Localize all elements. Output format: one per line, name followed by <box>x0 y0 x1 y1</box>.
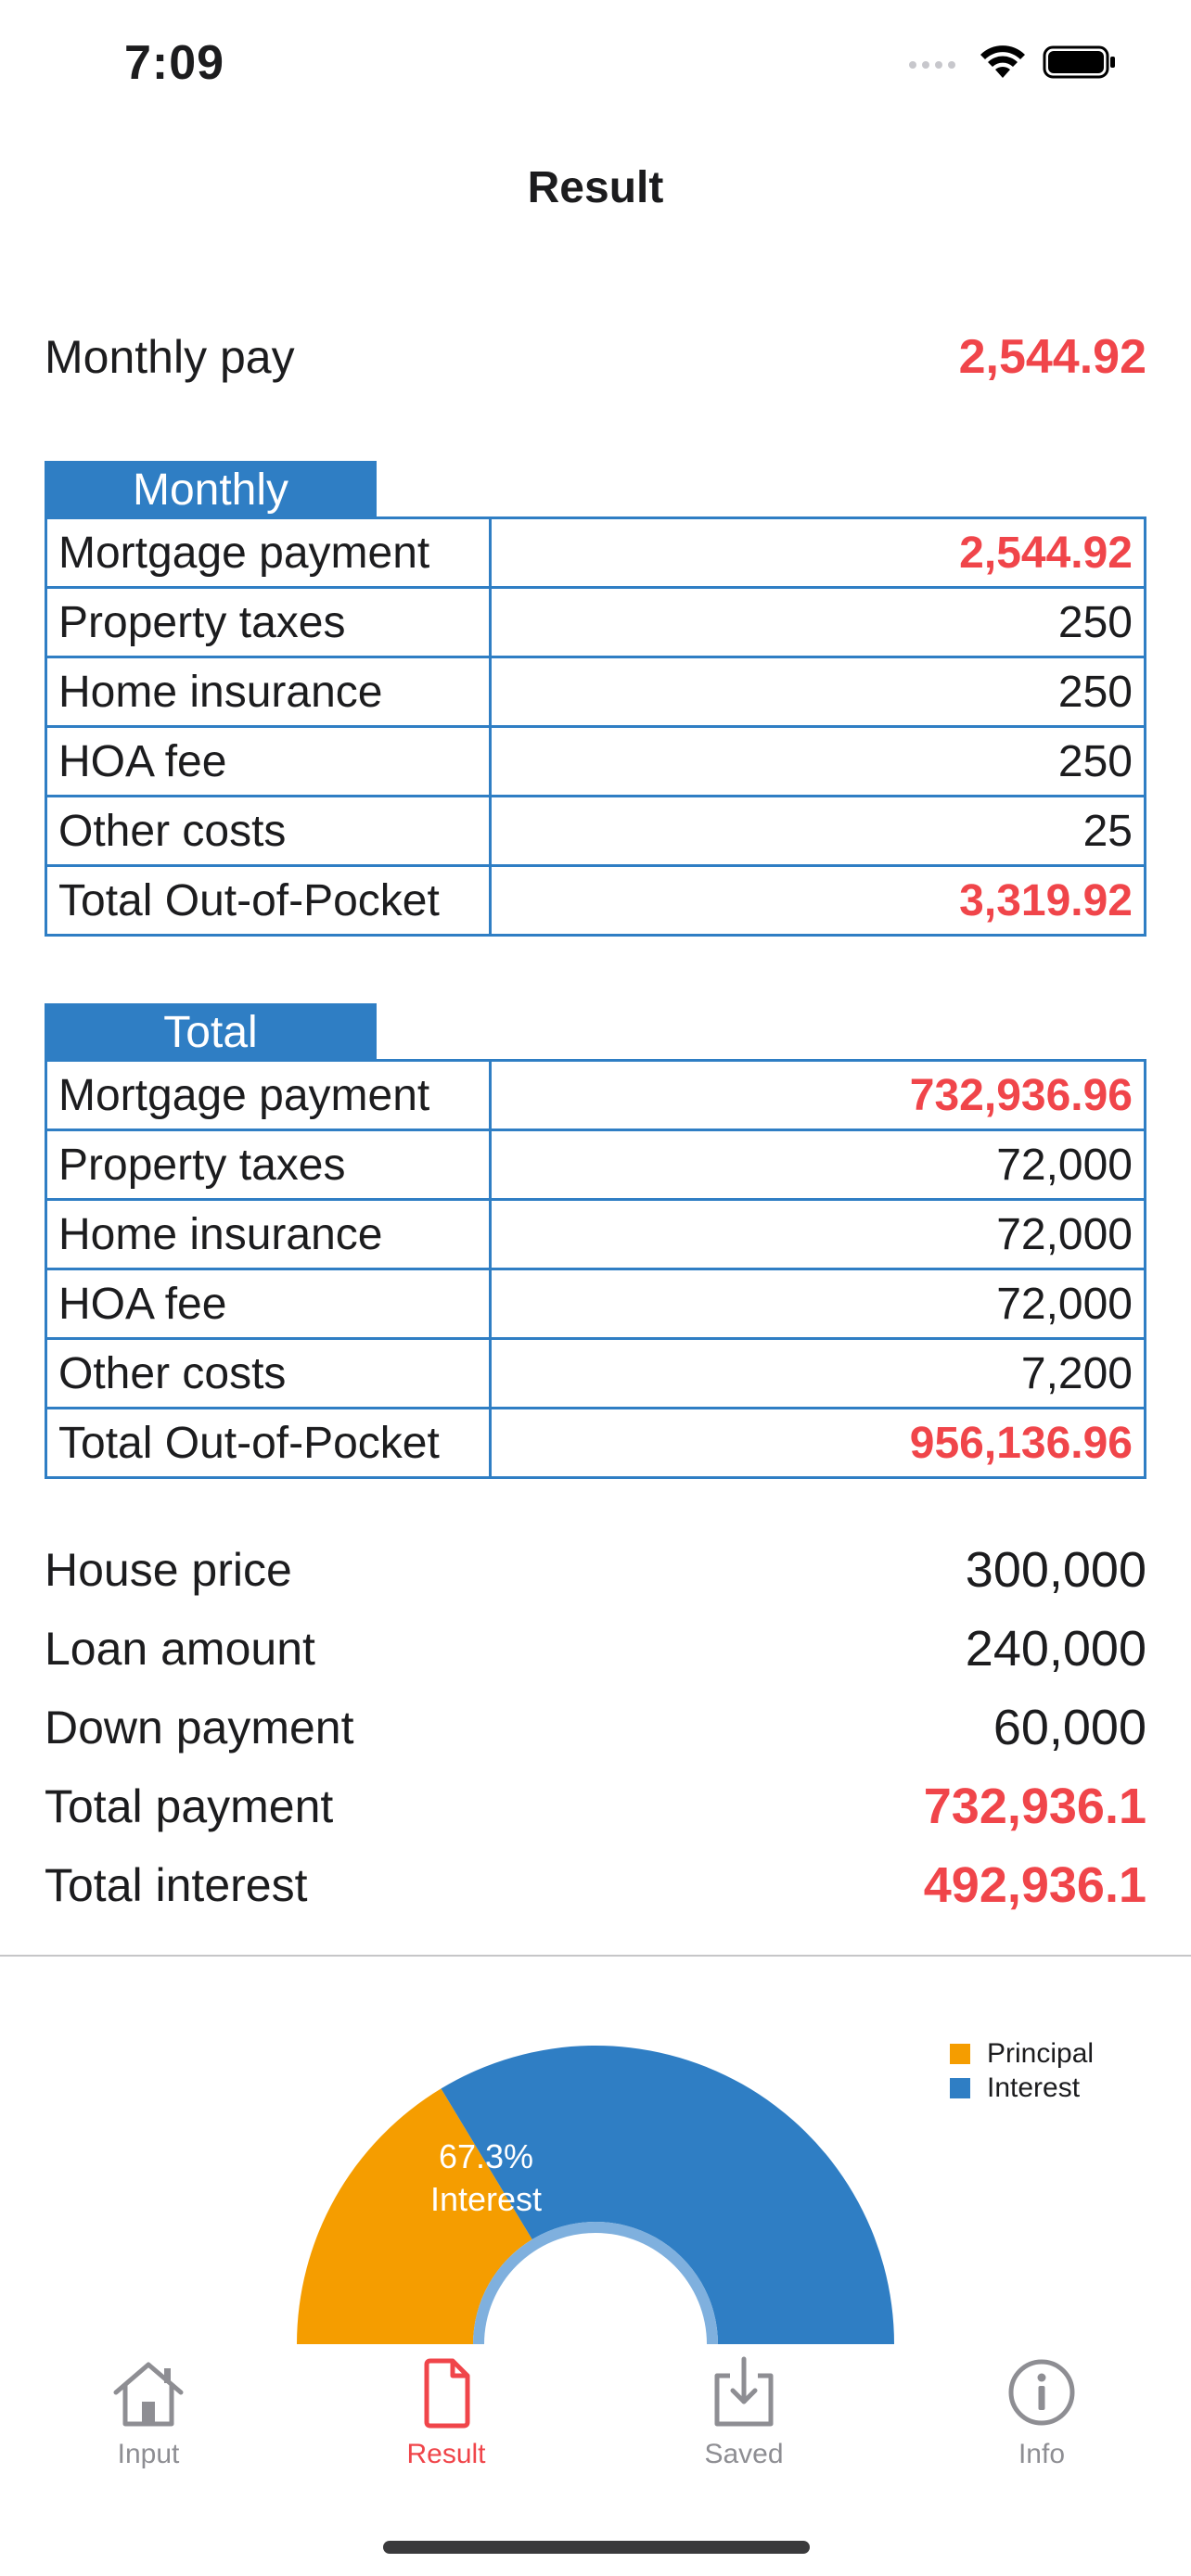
monthly-table-section <box>45 461 1146 937</box>
status-time: 7:09 <box>124 36 225 90</box>
legend-item-principal <box>950 2036 1094 2071</box>
total-other-costs-label: Other costs <box>46 1339 491 1409</box>
page-title: Result <box>527 163 664 212</box>
list-item <box>45 1845 1146 1924</box>
total-property-taxes-label: Property taxes <box>46 1130 491 1200</box>
summary-list <box>45 1530 1146 1924</box>
table-row <box>46 1061 1146 1130</box>
tab-input[interactable] <box>56 2355 241 2470</box>
house-icon <box>107 2355 190 2429</box>
total-other-costs-value: 7,200 <box>491 1339 1146 1409</box>
loan-amount-label: Loan amount <box>45 1622 315 1675</box>
monthly-other-costs-value: 25 <box>491 797 1146 866</box>
legend-label-interest: Interest <box>987 2072 1081 2103</box>
table-row <box>46 1409 1146 1478</box>
chart-legend <box>950 2036 1094 2105</box>
document-icon <box>404 2355 488 2429</box>
chart-slice-name-label: Interest <box>429 2180 543 2218</box>
monthly-property-taxes-label: Property taxes <box>46 588 491 657</box>
info-circle-icon <box>1000 2355 1083 2429</box>
monthly-mortgage-value: 2,544.92 <box>491 518 1146 588</box>
down-payment-value: 60,000 <box>992 1699 1146 1755</box>
table-row <box>46 866 1146 936</box>
monthly-mortgage-label: Mortgage payment <box>46 518 491 588</box>
total-table <box>45 1059 1146 1479</box>
monthly-pay-label: Monthly pay <box>45 331 295 383</box>
total-mortgage-label: Mortgage payment <box>46 1061 491 1130</box>
monthly-property-taxes-value: 250 <box>491 588 1146 657</box>
list-item <box>45 1766 1146 1845</box>
total-table-section <box>45 1003 1146 1479</box>
list-item <box>45 1609 1146 1688</box>
list-item <box>45 1688 1146 1766</box>
status-icons <box>907 45 1117 80</box>
tab-result[interactable] <box>353 2355 539 2470</box>
total-payment-value: 732,936.1 <box>923 1778 1146 1834</box>
wifi-icon <box>980 45 1026 80</box>
chart-area <box>0 1957 1191 2346</box>
tab-info-label: Info <box>1018 2439 1066 2469</box>
total-out-of-pocket-value: 956,136.96 <box>491 1409 1146 1478</box>
monthly-total-label: Total Out-of-Pocket <box>46 866 491 936</box>
total-hoa-fee-label: HOA fee <box>46 1269 491 1339</box>
monthly-table-title: Monthly <box>45 461 377 516</box>
chart-slice-percent-label: 67.3% <box>438 2137 534 2175</box>
table-row <box>46 1339 1146 1409</box>
half-donut-chart <box>0 1957 1191 2346</box>
monthly-pay-row <box>45 325 1146 389</box>
monthly-total-value: 3,319.92 <box>491 866 1146 936</box>
house-price-value: 300,000 <box>965 1541 1146 1598</box>
monthly-hoa-fee-value: 250 <box>491 727 1146 797</box>
tab-result-label: Result <box>406 2439 486 2469</box>
total-interest-value: 492,936.1 <box>923 1856 1146 1913</box>
monthly-home-insurance-value: 250 <box>491 657 1146 727</box>
total-mortgage-value: 732,936.96 <box>491 1061 1146 1130</box>
table-row <box>46 1200 1146 1269</box>
legend-label-principal: Principal <box>987 2037 1095 2069</box>
table-row <box>46 518 1146 588</box>
monthly-home-insurance-label: Home insurance <box>46 657 491 727</box>
table-row <box>46 1269 1146 1339</box>
tab-saved[interactable] <box>651 2355 837 2470</box>
cellular-signal-icon <box>907 53 963 71</box>
total-home-insurance-label: Home insurance <box>46 1200 491 1269</box>
status-bar <box>0 0 1191 130</box>
table-row <box>46 727 1146 797</box>
tab-input-label: Input <box>117 2439 180 2469</box>
total-payment-label: Total payment <box>45 1779 334 1832</box>
table-row <box>46 797 1146 866</box>
tray-download-icon <box>702 2355 786 2429</box>
tab-saved-label: Saved <box>704 2439 784 2469</box>
monthly-pay-value: 2,544.92 <box>958 330 1146 384</box>
total-hoa-fee-value: 72,000 <box>491 1269 1146 1339</box>
monthly-hoa-fee-label: HOA fee <box>46 727 491 797</box>
table-row <box>46 1130 1146 1200</box>
loan-amount-value: 240,000 <box>965 1620 1146 1677</box>
table-row <box>46 657 1146 727</box>
home-indicator <box>383 2541 810 2554</box>
total-home-insurance-value: 72,000 <box>491 1200 1146 1269</box>
total-property-taxes-value: 72,000 <box>491 1130 1146 1200</box>
total-out-of-pocket-label: Total Out-of-Pocket <box>46 1409 491 1478</box>
monthly-other-costs-label: Other costs <box>46 797 491 866</box>
battery-icon <box>1043 45 1117 80</box>
tab-info[interactable] <box>949 2355 1134 2470</box>
legend-swatch-principal <box>950 2044 970 2064</box>
table-row <box>46 588 1146 657</box>
legend-swatch-interest <box>950 2078 970 2098</box>
legend-item-interest <box>950 2071 1094 2105</box>
total-table-title: Total <box>45 1003 377 1059</box>
list-item <box>45 1530 1146 1609</box>
total-interest-label: Total interest <box>45 1858 308 1911</box>
down-payment-label: Down payment <box>45 1701 354 1753</box>
monthly-table <box>45 516 1146 937</box>
house-price-label: House price <box>45 1543 292 1596</box>
